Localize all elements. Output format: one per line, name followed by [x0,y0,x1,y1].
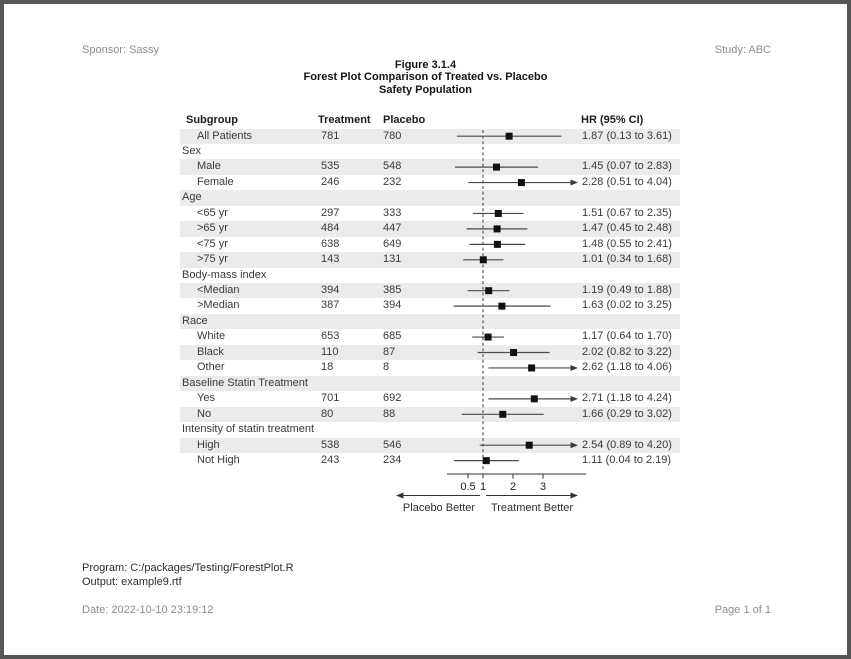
treatment-n-value: 80 [321,407,334,420]
hr-ci-value: 2.71 (1.18 to 4.24) [582,392,672,405]
hr-ci-value: 1.01 (0.34 to 1.68) [582,253,672,266]
treatment-n-value: 297 [321,206,340,219]
placebo-n-value: 692 [383,392,402,405]
subgroup-label: Sex [182,144,201,157]
column-header-treatment: Treatment [318,114,371,126]
subgroup-label: Baseline Statin Treatment [182,376,308,389]
table-row [180,453,680,468]
subgroup-label: No [197,407,212,420]
treatment-n-value: 538 [321,438,340,451]
table-row [180,329,680,344]
svg-text:0.5: 0.5 [460,481,476,493]
table-row [180,175,680,190]
treatment-n-value: 484 [321,222,340,235]
placebo-n-value: 685 [383,330,402,343]
svg-text:Placebo Better: Placebo Better [402,502,476,514]
treatment-n-value: 110 [321,345,339,358]
table-row [180,237,680,252]
table-row [180,298,680,313]
subgroup-label: Male [197,160,221,173]
treatment-n-value: 653 [321,330,340,343]
table-row [180,206,680,221]
treatment-n-value: 143 [321,253,340,266]
hr-ci-value: 1.87 (0.13 to 3.61) [582,129,672,142]
subgroup-label: Yes [197,392,215,405]
subgroup-label: <75 yr [197,237,228,250]
figure-title [4,59,847,96]
program-path-label: Program: C:/packages/Testing/ForestPlot.R [82,562,294,574]
placebo-n-value: 333 [383,206,402,219]
placebo-n-value: 131 [383,253,402,266]
placebo-n-value: 8 [383,361,390,374]
subgroup-label: All Patients [197,129,253,142]
group-header-row [180,190,680,205]
subgroup-label: White [197,330,226,343]
table-row [180,283,680,298]
group-header-row [180,376,680,391]
placebo-n-value: 649 [383,237,402,250]
hr-ci-value: 1.47 (0.45 to 2.48) [582,222,672,235]
hr-ci-value: 1.11 (0.04 to 2.19) [582,453,672,466]
sponsor-label: Sponsor: Sassy [82,44,160,56]
hr-ci-value: 1.48 (0.55 to 2.41) [582,237,672,250]
placebo-n-value: 447 [383,222,402,235]
hr-ci-value: 1.19 (0.49 to 1.88) [582,284,672,296]
subgroup-label: Intensity of statin treatment [182,423,315,436]
treatment-n-value: 246 [321,175,340,188]
subgroup-label: High [197,438,220,451]
hr-ci-value: 2.54 (0.89 to 4.20) [582,438,672,451]
placebo-n-value: 385 [383,284,402,296]
hr-ci-value: 1.17 (0.64 to 1.70) [582,330,672,343]
column-header-hr-ci: HR (95% CI) [581,114,644,126]
placebo-n-value: 232 [383,175,402,188]
column-header-placebo: Placebo [383,114,426,126]
table-row [180,252,680,267]
figure-number: Figure 3.1.4 [394,59,457,71]
treatment-n-value: 535 [321,160,340,173]
subgroup-label: >Median [197,299,240,312]
hr-ci-value: 2.62 (1.18 to 4.06) [582,361,672,374]
date-label: Date: 2022-10-10 23:19:12 [82,604,214,616]
svg-text:2: 2 [509,481,517,493]
placebo-n-value: 780 [383,129,402,142]
subgroup-label: Black [197,345,224,358]
placebo-n-value: 394 [383,299,402,312]
table-row [180,159,680,174]
table-row [180,407,680,422]
placebo-n-value: 546 [383,438,402,451]
placebo-n-value: 234 [383,453,402,466]
group-header-row [180,422,680,437]
subgroup-label: Female [197,175,234,188]
subgroup-label: Other [197,361,225,374]
subgroup-label: Not High [197,453,240,466]
treatment-n-value: 638 [321,237,340,250]
figure-population-line: Safety Population [379,83,472,96]
placebo-n-value: 87 [383,345,396,358]
output-file-label: Output: example9.rtf [82,576,182,588]
svg-text:Treatment Better: Treatment Better [490,502,574,514]
table-row [180,345,680,360]
svg-text:3: 3 [539,481,547,493]
treatment-n-value: 394 [321,284,340,296]
subgroup-label: Age [182,191,202,204]
placebo-n-value: 548 [383,160,402,173]
subgroup-label: <Median [197,284,240,296]
table-row [180,391,680,406]
placebo-n-value: 88 [383,407,396,420]
hr-ci-value: 2.28 (0.51 to 4.04) [582,175,672,188]
treatment-n-value: 18 [321,361,334,374]
table-row [180,360,680,375]
treatment-n-value: 387 [321,299,340,312]
svg-text:1: 1 [479,481,487,493]
page-number-label: Page 1 of 1 [714,604,771,616]
group-header-row [180,144,680,159]
treatment-n-value: 701 [321,392,340,405]
treatment-n-value: 243 [321,453,340,466]
hr-ci-value: 1.66 (0.29 to 3.02) [582,407,672,420]
subgroup-label: Body-mass index [182,268,267,281]
hr-ci-value: 1.63 (0.02 to 3.25) [582,299,672,312]
group-header-row [180,314,680,329]
hr-ci-value: 1.51 (0.67 to 2.35) [582,206,672,219]
group-header-row [180,268,680,283]
hr-ci-value: 1.45 (0.07 to 2.83) [582,160,672,173]
table-header [180,113,680,129]
subgroup-label: >75 yr [197,253,228,266]
subgroup-label: <65 yr [197,206,228,219]
column-header-subgroup: Subgroup [186,114,238,126]
table-row [180,438,680,453]
hr-ci-value: 2.02 (0.82 to 3.22) [582,345,672,358]
subgroup-label: Race [182,314,208,327]
table-row [180,221,680,236]
treatment-n-value: 781 [321,129,340,142]
figure-title-line: Forest Plot Comparison of Treated vs. Placebo [303,71,548,84]
subgroup-label: >65 yr [197,222,228,235]
table-row [180,129,680,144]
study-label: Study: ABC [714,44,771,56]
